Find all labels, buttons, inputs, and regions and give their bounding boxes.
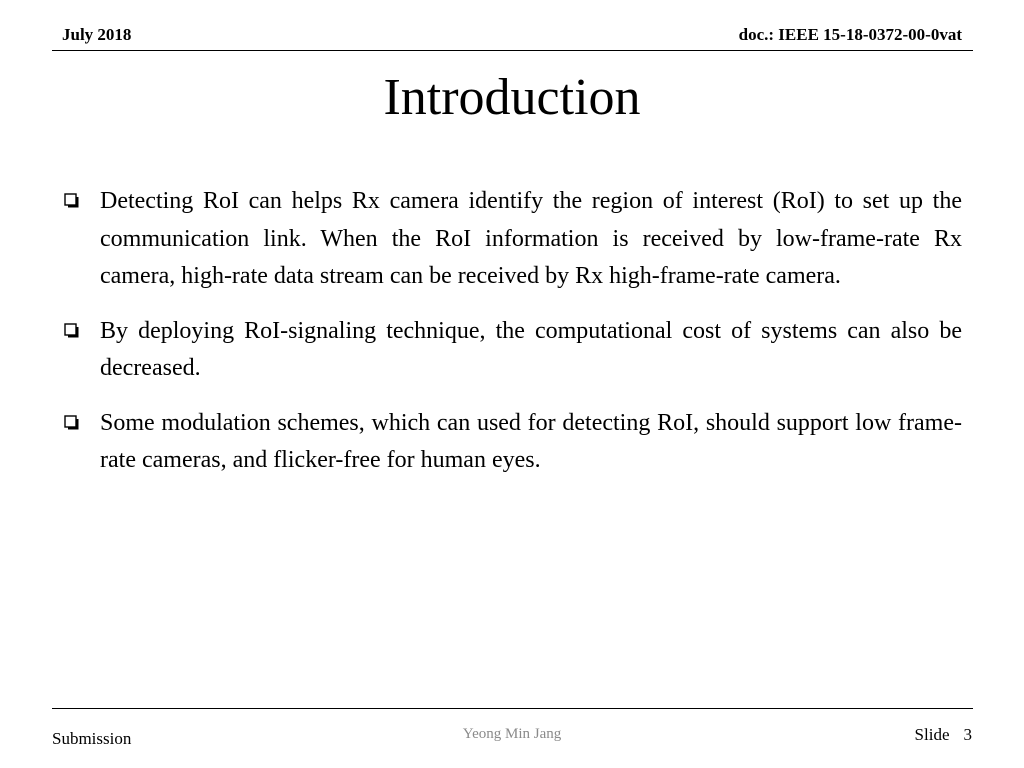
footer-divider	[52, 708, 973, 709]
bullet-item	[62, 183, 962, 296]
footer-slide-label	[915, 724, 972, 746]
header-divider	[52, 50, 973, 51]
bullet-list	[62, 183, 962, 497]
bullet-text: Detecting RoI can helps Rx camera identify the region of interest (RoI) to set up the communication link. When the RoI information is received by low-frame-rate Rx camera, high-rate data stream can be received by Rx high-frame-rate camera.	[100, 188, 962, 289]
bullet-text: Some modulation schemes, which can used for detecting RoI, should support low frame-rate cameras, and flicker-free for human eyes.	[100, 409, 962, 473]
footer-submission: Submission	[52, 729, 132, 748]
bullet-item	[62, 405, 962, 480]
slide-title: Introduction	[383, 69, 641, 126]
header-date: July 2018	[62, 25, 132, 44]
header-doc-id: doc.: IEEE 15-18-0372-00-0vat	[738, 25, 962, 44]
checkbox-icon	[64, 415, 80, 431]
bullet-item	[62, 313, 962, 388]
checkbox-icon	[64, 323, 80, 339]
checkbox-icon	[64, 193, 80, 209]
slide-number: 3	[963, 725, 972, 744]
bullet-text: By deploying RoI-signaling technique, the computational cost of systems can also be decreased.	[100, 317, 962, 381]
slide-label: Slide	[914, 725, 950, 744]
footer-author: Yeong Min Jang	[462, 726, 562, 742]
